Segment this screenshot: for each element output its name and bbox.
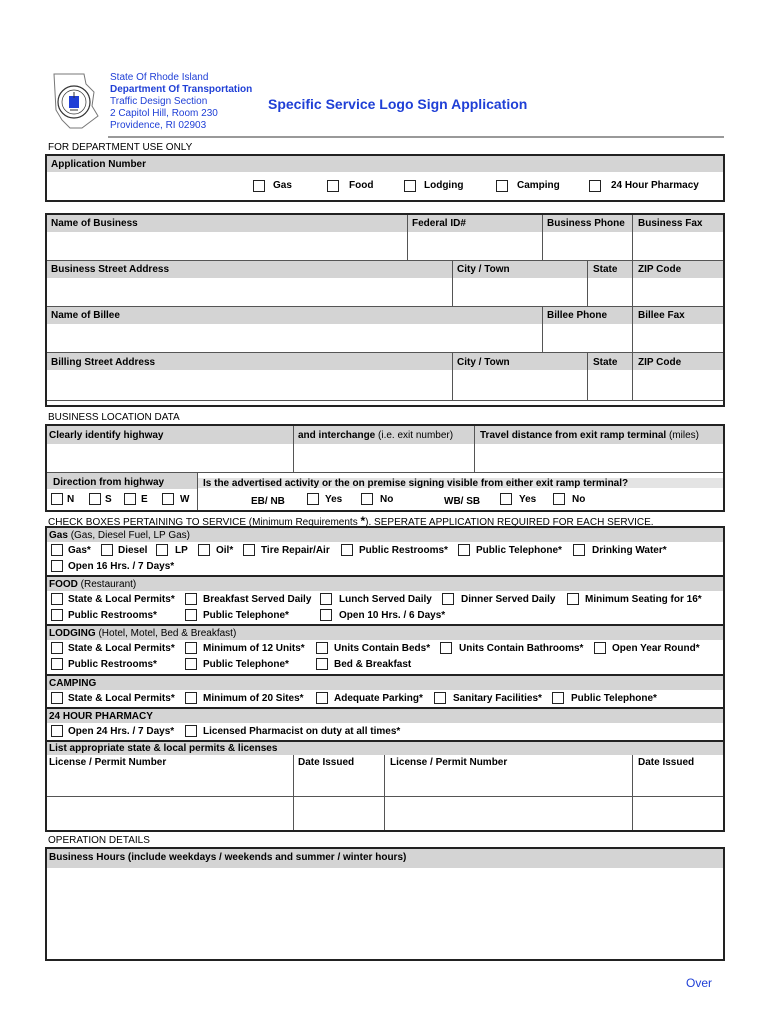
license-number-2b-field[interactable] [385,797,632,830]
dept-pharmacy-label: 24 Hour Pharmacy [611,180,699,191]
gas-gas-label: Gas* [68,545,91,556]
camping-sites-label: Minimum of 20 Sites* [203,693,304,704]
license-number-1a-field[interactable] [47,770,293,796]
gas-diesel-checkbox[interactable] [101,544,113,556]
asterisk-mark: * [360,514,366,528]
food-dinner-checkbox[interactable] [442,593,454,605]
lodging-restrooms-checkbox[interactable] [51,658,63,670]
instructions-part-a: CHECK BOXES PERTAINING TO SERVICE (Minimum Requirements [48,517,361,528]
wb-sb-yes-checkbox[interactable] [500,493,512,505]
divider [452,353,453,400]
gas-oil-label: Oil* [216,545,234,556]
direction-w-checkbox[interactable] [162,493,174,505]
business-state-field[interactable] [588,278,632,306]
billee-row-header [47,307,723,324]
lodging-units-label: Minimum of 12 Units* [203,643,305,654]
food-seating-label: Minimum Seating for 16* [585,594,702,605]
business-fax-label: Business Fax [638,218,703,229]
food-breakfast-label: Breakfast Served Daily [203,594,312,605]
food-subtitle: (Restaurant) [80,579,137,590]
date-issued-2-label: Date Issued [638,757,695,768]
divider [587,353,588,400]
permits-title: List appropriate state & local permits & licenses [49,743,278,754]
lodging-year-round-label: Open Year Round* [612,643,700,654]
application-number-label: Application Number [51,159,147,170]
business-city-label: City / Town [457,264,510,275]
date-issued-2a-field[interactable] [633,770,723,796]
divider [452,261,453,306]
eb-nb-yes-label: Yes [325,494,343,505]
dept-lodging-checkbox[interactable] [404,180,416,192]
instructions-part-b: ). SEPERATE APPLICATION REQUIRED FOR EACH SERVICE. [365,517,654,528]
license-number-1b-field[interactable] [47,797,293,830]
lodging-restrooms-label: Public Restrooms* [68,659,157,670]
gas-drinking-water-label: Drinking Water* [592,545,667,556]
dept-gas-checkbox[interactable] [253,180,265,192]
camping-title: CAMPING [49,678,97,689]
name-of-business-label: Name of Business [51,218,138,229]
direction-s-checkbox[interactable] [89,493,101,505]
federal-id-label: Federal ID# [412,218,466,229]
gas-lp-checkbox[interactable] [156,544,168,556]
interchange-note: (i.e. exit number) [378,430,454,441]
lodging-bnb-checkbox[interactable] [316,658,328,670]
business-hours-label: Business Hours (include weekdays / weekends and summer / winter hours) [49,852,407,863]
rhode-island-state-seal-icon [48,70,104,132]
gas-diesel-label: Diesel [118,545,148,556]
lodging-title-text: LODGING [49,628,96,639]
camping-permits-label: State & Local Permits* [68,693,175,704]
business-hours-field[interactable] [47,868,723,959]
billee-phone-field[interactable] [543,324,632,352]
date-issued-2b-field[interactable] [633,797,723,830]
dept-lodging-label: Lodging [424,180,464,191]
federal-id-field[interactable] [408,232,542,260]
billing-state-label: State [593,357,618,368]
gas-public-telephone-label: Public Telephone* [476,545,562,556]
camping-parking-label: Adequate Parking* [334,693,423,704]
food-telephone-label: Public Telephone* [203,610,289,621]
lodging-bnb-label: Bed & Breakfast [334,659,412,670]
lodging-subtitle: (Hotel, Motel, Bed & Breakfast) [98,628,237,639]
gas-open-16-checkbox[interactable] [51,560,63,572]
gas-gas-checkbox[interactable] [51,544,63,556]
date-issued-1a-field[interactable] [294,770,384,796]
lodging-year-round-checkbox[interactable] [594,642,606,654]
direction-n-checkbox[interactable] [51,493,63,505]
dept-camping-label: Camping [517,180,560,191]
direction-s-label: S [105,494,112,505]
camping-permits-checkbox[interactable] [51,692,63,704]
billing-city-label: City / Town [457,357,510,368]
gas-oil-checkbox[interactable] [198,544,210,556]
highway-field[interactable] [47,444,293,472]
food-breakfast-checkbox[interactable] [185,593,197,605]
lodging-beds-label: Units Contain Beds* [334,643,431,654]
gas-title [49,530,190,541]
dept-use-label: FOR DEPARTMENT USE ONLY [48,142,193,153]
pharmacy-pharmacist-label: Licensed Pharmacist on duty at all times* [203,726,401,737]
header-divider [108,136,724,138]
food-permits-label: State & Local Permits* [68,594,175,605]
name-of-business-field[interactable] [47,232,407,260]
lodging-title [49,628,236,639]
lodging-bathrooms-label: Units Contain Bathrooms* [459,643,584,654]
camping-telephone-checkbox[interactable] [552,692,564,704]
dept-camping-checkbox[interactable] [496,180,508,192]
gas-open-16-label: Open 16 Hrs. / 7 Days* [68,561,175,572]
business-fax-field[interactable] [633,232,723,260]
gas-title-text: Gas [49,530,68,541]
wb-sb-no-label: No [572,494,586,505]
business-zip-field[interactable] [633,278,723,306]
camping-sanitary-checkbox[interactable] [434,692,446,704]
food-restrooms-checkbox[interactable] [51,609,63,621]
billing-city-field[interactable] [453,370,587,400]
date-issued-1-label: Date Issued [298,757,355,768]
gas-lp-label: LP [175,545,188,556]
divider [632,353,633,400]
food-lunch-checkbox[interactable] [320,593,332,605]
food-title-text: FOOD [49,579,78,590]
lodging-telephone-checkbox[interactable] [185,658,197,670]
food-lunch-label: Lunch Served Daily [339,594,432,605]
billing-street-address-field[interactable] [47,370,452,400]
divider [542,307,543,352]
food-dinner-label: Dinner Served Daily [461,594,556,605]
gas-public-restrooms-label: Public Restrooms* [359,545,448,556]
food-telephone-checkbox[interactable] [185,609,197,621]
name-of-billee-field[interactable] [47,324,542,352]
billee-fax-label: Billee Fax [638,310,685,321]
divider [47,400,723,401]
business-state-label: State [593,264,618,275]
business-phone-field[interactable] [543,232,632,260]
org-line-1: State Of Rhode Island [110,72,209,83]
direction-n-label: N [67,494,75,505]
direction-e-checkbox[interactable] [124,493,136,505]
food-restrooms-label: Public Restrooms* [68,610,157,621]
billing-zip-label: ZIP Code [638,357,682,368]
eb-nb-no-label: No [380,494,394,505]
wb-sb-no-checkbox[interactable] [553,493,565,505]
lodging-beds-checkbox[interactable] [316,642,328,654]
license-number-1-label: License / Permit Number [49,757,167,768]
page-title: Specific Service Logo Sign Application [268,96,528,112]
interchange-label [298,430,453,441]
lodging-bathrooms-checkbox[interactable] [440,642,452,654]
billing-zip-field[interactable] [633,370,723,400]
pharmacy-open-24-label: Open 24 Hrs. / 7 Days* [68,726,175,737]
highway-label: Clearly identify highway [49,430,164,441]
billing-state-field[interactable] [588,370,632,400]
eb-nb-yes-checkbox[interactable] [307,493,319,505]
dept-food-checkbox[interactable] [327,180,339,192]
divider [587,261,588,306]
interchange-field[interactable] [294,444,474,472]
business-city-field[interactable] [453,278,587,306]
business-zip-label: ZIP Code [638,264,682,275]
lodging-permits-label: State & Local Permits* [68,643,175,654]
camping-parking-checkbox[interactable] [316,692,328,704]
dept-food-label: Food [349,180,374,191]
lodging-units-checkbox[interactable] [185,642,197,654]
food-open-10-checkbox[interactable] [320,609,332,621]
food-open-10-label: Open 10 Hrs. / 6 Days* [339,610,446,621]
distance-field[interactable] [475,444,723,472]
gas-tire-repair-label: Tire Repair/Air [261,545,330,556]
eb-nb-label: EB/ NB [251,496,285,507]
gas-drinking-water-checkbox[interactable] [573,544,585,556]
divider [632,307,633,352]
dept-pharmacy-checkbox[interactable] [589,180,601,192]
gas-tire-repair-checkbox[interactable] [243,544,255,556]
food-permits-checkbox[interactable] [51,593,63,605]
food-title [49,579,136,590]
divider [474,426,475,472]
food-header [47,577,723,591]
distance-label-text: Travel distance from exit ramp terminal [480,430,667,441]
divider [542,215,543,260]
pharmacy-open-24-checkbox[interactable] [51,725,63,737]
org-line-3: Traffic Design Section [110,96,208,107]
camping-sanitary-label: Sanitary Facilities* [453,693,542,704]
business-street-address-field[interactable] [47,278,452,306]
org-line-2: Department Of Transportation [110,84,253,95]
billing-street-address-label: Billing Street Address [51,357,156,368]
operation-section-label: OPERATION DETAILS [48,835,150,846]
distance-label [480,430,699,441]
gas-public-restrooms-checkbox[interactable] [341,544,353,556]
org-line-4: 2 Capitol Hill, Room 230 [110,108,218,119]
application-number-field[interactable] [47,173,247,200]
direction-label: Direction from highway [53,477,165,488]
visible-question-label: Is the advertised activity or the on premise signing visible from either exit ramp terminal? [203,478,629,489]
org-line-5: Providence, RI 02903 [110,120,207,131]
camping-sites-checkbox[interactable] [185,692,197,704]
interchange-label-text: and interchange [298,430,376,441]
divider [632,261,633,306]
camping-header [47,676,723,690]
pharmacy-pharmacist-checkbox[interactable] [185,725,197,737]
wb-sb-yes-label: Yes [519,494,537,505]
license-number-2a-field[interactable] [385,770,632,796]
eb-nb-no-checkbox[interactable] [361,493,373,505]
gas-public-telephone-checkbox[interactable] [458,544,470,556]
direction-e-label: E [141,494,148,505]
lodging-telephone-label: Public Telephone* [203,659,289,670]
distance-note: (miles) [668,430,699,441]
lodging-permits-checkbox[interactable] [51,642,63,654]
divider [407,215,408,260]
business-street-address-label: Business Street Address [51,264,170,275]
divider [632,215,633,260]
license-number-2-label: License / Permit Number [390,757,508,768]
date-issued-1b-field[interactable] [294,797,384,830]
billee-fax-field[interactable] [633,324,723,352]
divider [293,426,294,472]
direction-w-label: W [180,494,190,505]
pharmacy-title: 24 HOUR PHARMACY [49,711,153,722]
over-link[interactable]: Over [686,976,713,990]
food-seating-checkbox[interactable] [567,593,579,605]
gas-subtitle: (Gas, Diesel Fuel, LP Gas) [70,530,190,541]
dept-use-header [47,156,723,172]
location-section-label: BUSINESS LOCATION DATA [48,412,180,423]
dept-gas-label: Gas [273,180,292,191]
business-phone-label: Business Phone [547,218,625,229]
camping-telephone-label: Public Telephone* [571,693,657,704]
billee-phone-label: Billee Phone [547,310,608,321]
name-of-billee-label: Name of Billee [51,310,120,321]
wb-sb-label: WB/ SB [444,496,481,507]
